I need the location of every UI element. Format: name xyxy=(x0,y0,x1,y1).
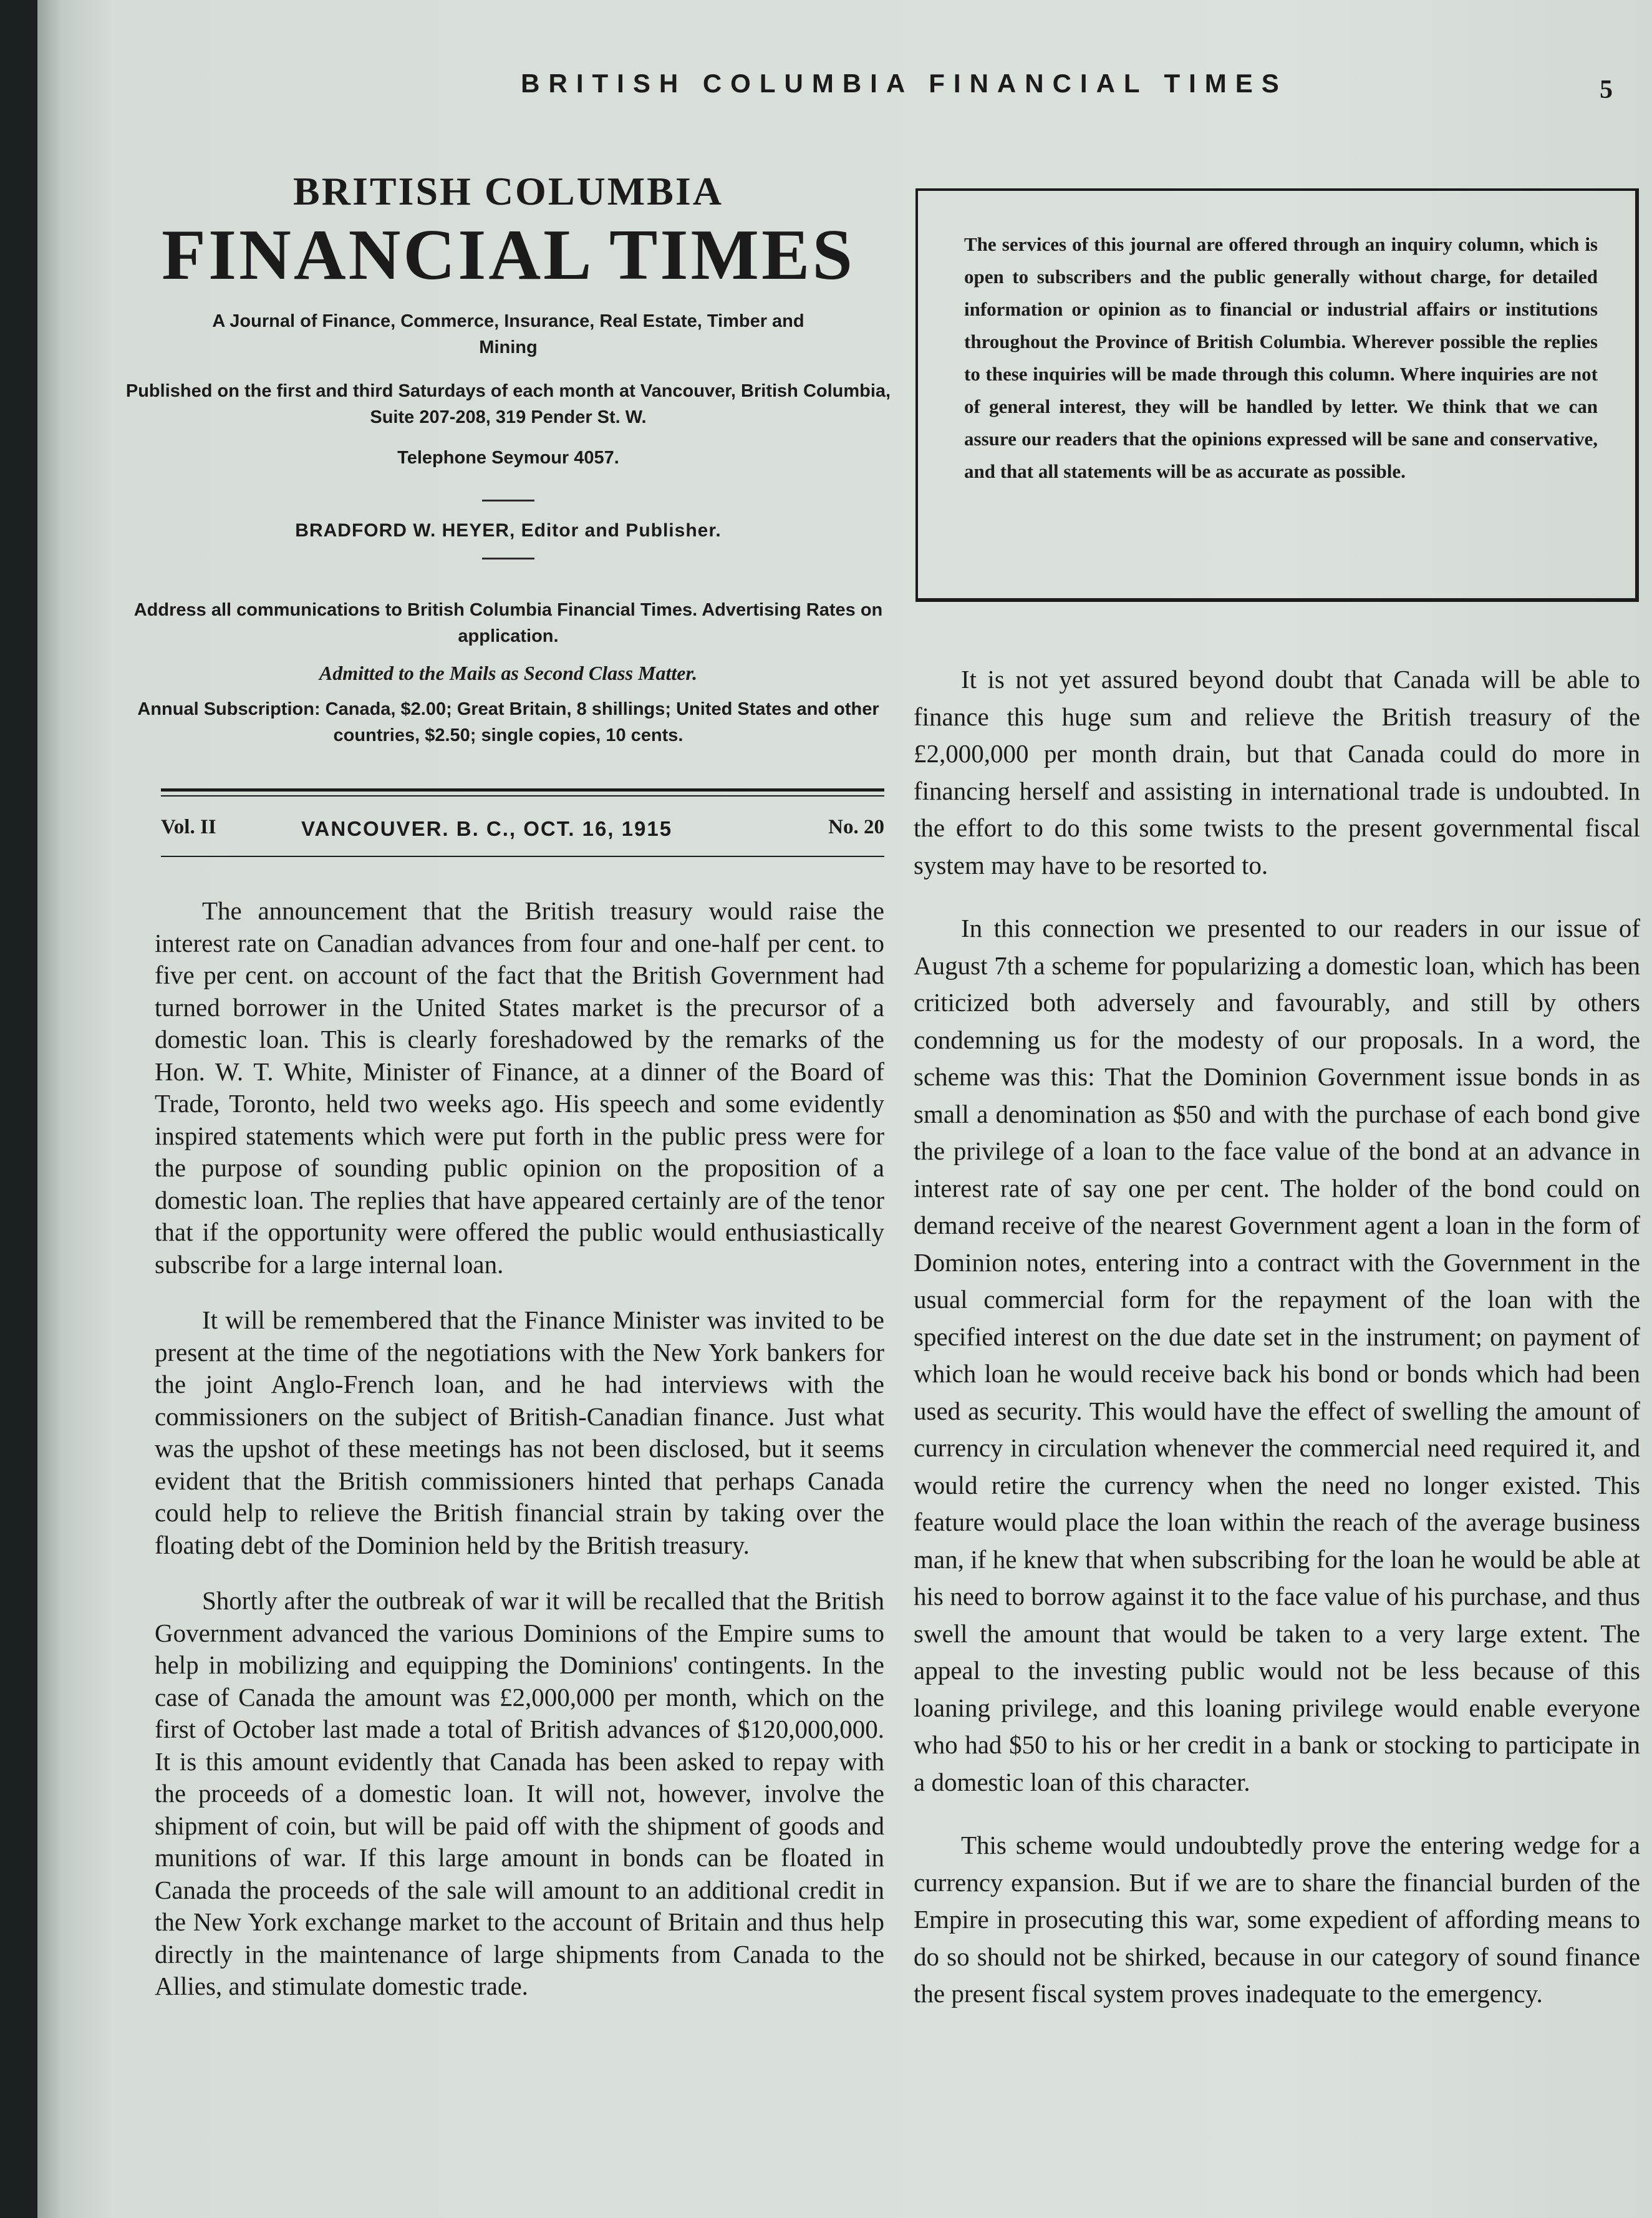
masthead-line1: BRITISH COLUMBIA xyxy=(293,169,723,213)
page-number: 5 xyxy=(1600,75,1613,104)
subscription-line: Annual Subscription: Canada, $2.00; Great Britain, 8 shillings; United States and other countries, $2.50; single copies, 10 cents. xyxy=(137,699,879,745)
article-left-column xyxy=(155,895,884,2027)
dateline: VANCOUVER. B. C., OCT. 16, 1915 xyxy=(301,817,673,840)
article-paragraph: The announcement that the British treasury would raise the interest rate on Canadian advances from four and one-half per cent. to five per cent. on account of the fact that the British Government had turned borrower in the United States market is the precursor of a domestic loan. This is clearly foreshadowed by the remarks of the Hon. W. T. White, Minister of Finance, at a dinner of the Board of Trade, Toronto, held two weeks ago. His speech and some evidently inspired statements which were put forth in the public press were for the purpose of sounding public opinion on the proposition of a domestic loan. The replies that have appeared certainly are of the tenor that if the opportunity were offered the public would enthusiastically subscribe for a large internal loan. xyxy=(155,896,884,1279)
masthead xyxy=(118,168,898,748)
article-paragraph: It is not yet assured beyond doubt that Canada will be able to finance this huge sum and relieve the British treasury of the £2,000,000 per month drain, but that Canada could do more in financing herself and assisting in international trade is undoubted. In the effort to do this some twists to the present governmental fiscal system may have to be resorted to. xyxy=(914,665,1640,879)
short-divider xyxy=(482,500,534,501)
editor-line: BRADFORD W. HEYER, Editor and Publisher. xyxy=(295,520,722,541)
running-head: BRITISH COLUMBIA FINANCIAL TIMES xyxy=(521,69,1288,98)
masthead-subtitle: A Journal of Finance, Commerce, Insurance, Real Estate, Timber and Mining xyxy=(212,311,804,357)
inquiry-notice-box xyxy=(915,188,1639,602)
article-paragraph: In this connection we presented to our readers in our issue of August 7th a scheme for popularizing a domestic loan, which has been criticized both adversely and favourably, and still by others condemning us for the modesty of our proposals. In a word, the scheme was this: That the Dominion Government issue bonds in as small a denomination as $50 and with the purchase of each bond give the privilege of a loan to the face value of the bond at an advance in interest rate of say one per cent. The holder of the bond could on demand receive of the nearest Government agent a loan in the form of Dominion notes, entering into a contract with the Government in the usual commercial form for the repayment of the loan with the specified interest on the due date set in the instrument; on payment of which loan he would receive back his bond or bonds which had been used as security. This would have the effect of swelling the amount of currency in circulation whenever the commercial need required it, and would retire the currency when the need no longer existed. This feature would place the loan within the reach of the average business man, if he knew that when subscribing for the loan he would be able at his need to borrow against it to the face value of his purchase, and thus swell the amount that would be taken to a very large extent. The appeal to the investing public would not be less because of this loaning privilege, and this loaning privilege would enable everyone who had $50 to his or her credit in a bank or stocking to participate in a domestic loan of this character. xyxy=(914,914,1640,1796)
article-paragraph: This scheme would undoubtedly prove the entering wedge for a currency expansion. But if we are to share the financial burden of the Empire in prosecuting this war, some expedient of affording means to do so should not be shirked, because in our category of sound finance the present fiscal system proves inadequate to the emergency. xyxy=(914,1831,1640,2008)
issue-line xyxy=(161,812,884,843)
newspaper-page xyxy=(37,0,1652,2218)
article-paragraph: It will be remembered that the Finance Minister was invited to be present at the time of the negotiations with the New York bankers for the joint Anglo-French loan, and he had interviews with the commissioners on the subject of British-Canadian finance. Just what was the upshot of these meetings has not been disclosed, but it seems evident that the British commissioners hinted that perhaps Canada could help to relieve the British financial strain by taking over the floating debt of the Dominion held by the British treasury. xyxy=(155,1305,884,1559)
publication-info: Published on the first and third Saturdays of each month at Vancouver, British Columbia, Suite 207-208, 319 Pender St. W. xyxy=(125,381,891,427)
volume-label: Vol. II xyxy=(161,816,216,838)
issue-number: No. 20 xyxy=(828,816,884,838)
inquiry-notice-text: The services of this journal are offered through an inquiry column, which is open to subscribers and the public generally without charge, for detailed information or opinion as to financial or industrial affairs or institutions throughout the Province of British Columbia. Wherever possible the replies to these inquiries will be made through this column. Where inquiries are not of general interest, they will be handled by letter. We think that we can assure our readers that the opinions expressed will be sane and conservative, and that all statements will be as accurate as possible. xyxy=(964,233,1598,482)
article-paragraph: Shortly after the outbreak of war it will be recalled that the British Government advanced the various Dominions of the Empire sums to help in mobilizing and equipping the Dominions' contingents. In the case of Canada the amount was £2,000,000 per month, which on the first of October last made a total of British advances of $120,000,000. It is this amount evidently that Canada has been asked to repay with the proceeds of a domestic loan. It will not, however, involve the shipment of coin, but will be paid off with the shipment of goods and munitions of war. If this large amount in bonds can be floated in Canada the proceeds of the sale will amount to an additional credit in the New York exchange market to the account of Britain and thus help directly in the maintenance of large shipments from Canada to the Allies, and stimulate domestic trade. xyxy=(155,1586,884,2000)
address-line: Address all communications to British Columbia Financial Times. Advertising Rates on application. xyxy=(133,600,883,646)
short-divider xyxy=(482,558,534,559)
telephone: Telephone Seymour 4057. xyxy=(397,448,619,468)
article-right-column xyxy=(914,661,1640,2039)
issue-rule xyxy=(161,856,884,857)
masthead-double-rule xyxy=(161,788,884,797)
mail-class-line: Admitted to the Mails as Second Class Matter. xyxy=(319,662,698,684)
masthead-title: FINANCIAL TIMES xyxy=(162,215,855,295)
